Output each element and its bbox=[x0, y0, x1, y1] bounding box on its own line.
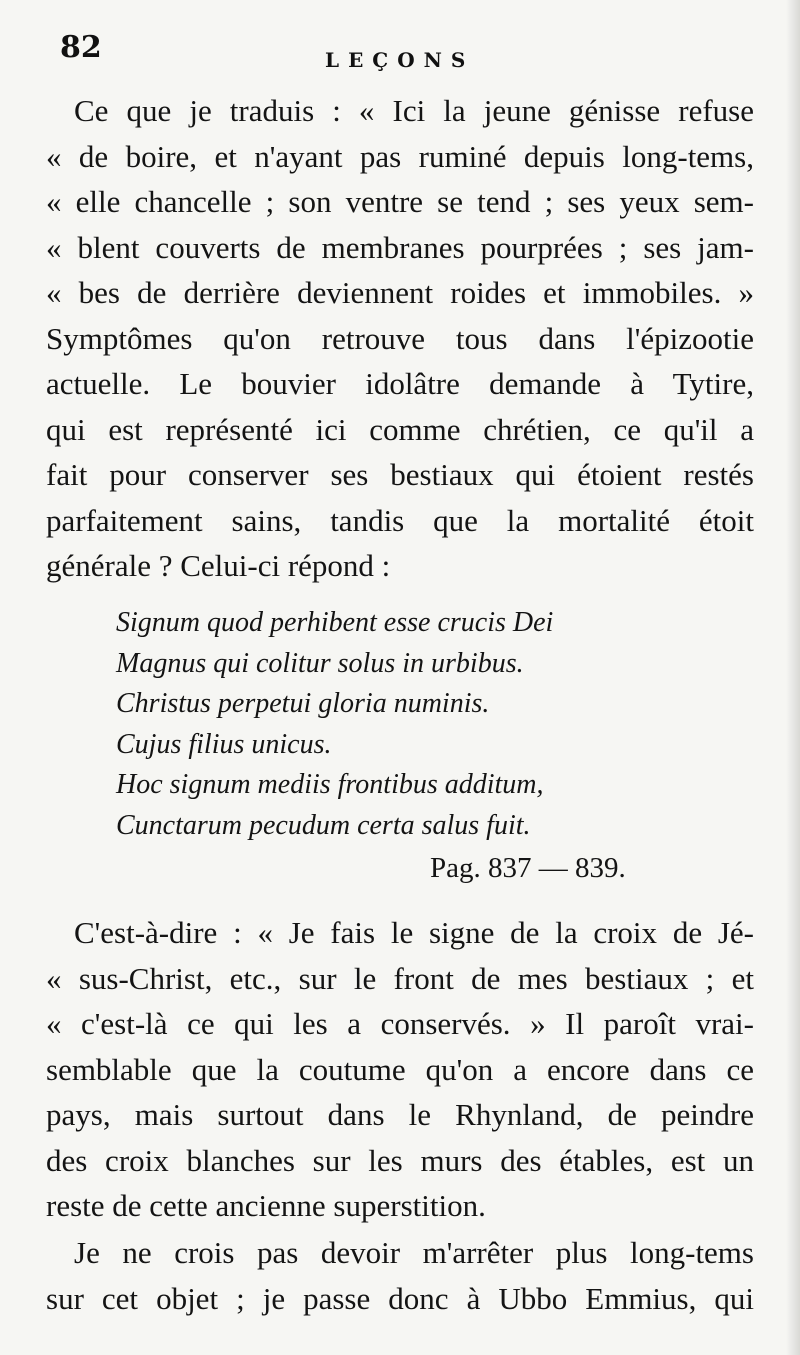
running-head: LEÇONS bbox=[325, 48, 475, 72]
text-line: « elle chancelle ; son ventre se tend ; ses yeux sem- bbox=[46, 184, 754, 219]
verse-line: Hoc signum mediis frontibus additum, bbox=[116, 769, 544, 800]
paragraph-1 bbox=[46, 88, 754, 589]
text-line: « blent couverts de membranes pourprées ; ses jam- bbox=[46, 229, 754, 265]
page-header bbox=[60, 30, 760, 90]
verse-line: Cunctarum pecudum certa salus fuit. bbox=[116, 809, 531, 841]
text-line: reste de cette ancienne superstition. bbox=[46, 1188, 486, 1223]
text-line: parfaitement sains, tandis que la mortalité étoit bbox=[46, 502, 754, 538]
text-line: Ce que je traduis : « Ici la jeune génisse refuse bbox=[74, 93, 754, 128]
text-line: Je ne crois pas devoir m'arrêter plus long-tems bbox=[74, 1235, 754, 1270]
verse-line: Christus perpetui gloria numinis. bbox=[116, 688, 490, 719]
text-line: Symptômes qu'on retrouve tous dans l'épizootie bbox=[46, 320, 754, 356]
text-line: « de boire, et n'ayant pas ruminé depuis long-tems, bbox=[46, 138, 754, 174]
text-line: qui est représenté ici comme chrétien, ce qu'il a bbox=[46, 411, 754, 447]
text-line: actuelle. Le bouvier idolâtre demande à Tytire, bbox=[46, 366, 754, 401]
text-line: des croix blanches sur les murs des étables, est un bbox=[46, 1142, 754, 1178]
paragraph-2 bbox=[46, 910, 754, 1229]
text-line: pays, mais surtout dans le Rhynland, de peindre bbox=[46, 1097, 754, 1132]
page-edge-shadow bbox=[786, 0, 800, 1355]
verse-line: Signum quod perhibent esse crucis Dei bbox=[116, 607, 554, 638]
text-line: sur cet objet ; je passe donc à Ubbo Emmius, qui bbox=[46, 1280, 754, 1316]
latin-verse bbox=[116, 603, 676, 846]
paragraph-3 bbox=[46, 1230, 754, 1321]
page-number: 82 bbox=[60, 30, 102, 65]
text-line: C'est-à-dire : « Je fais le signe de la croix de Jé- bbox=[74, 915, 754, 950]
text-line: semblable que la coutume qu'on a encore dans ce bbox=[46, 1051, 754, 1087]
verse-line: Cujus filius unicus. bbox=[116, 728, 332, 760]
verse-citation: Pag. 837 — 839. bbox=[430, 852, 626, 884]
text-line: générale ? Celui-ci répond : bbox=[46, 548, 391, 583]
text-line: « bes de derrière deviennent roides et immobiles. » bbox=[46, 275, 754, 310]
verse-line: Magnus qui colitur solus in urbibus. bbox=[116, 647, 524, 679]
text-line: « sus-Christ, etc., sur le front de mes bestiaux ; et bbox=[46, 960, 754, 996]
text-line: « c'est-là ce qui les a conservés. » Il paroît vrai- bbox=[46, 1006, 754, 1041]
text-line: fait pour conserver ses bestiaux qui étoient restés bbox=[46, 457, 754, 492]
